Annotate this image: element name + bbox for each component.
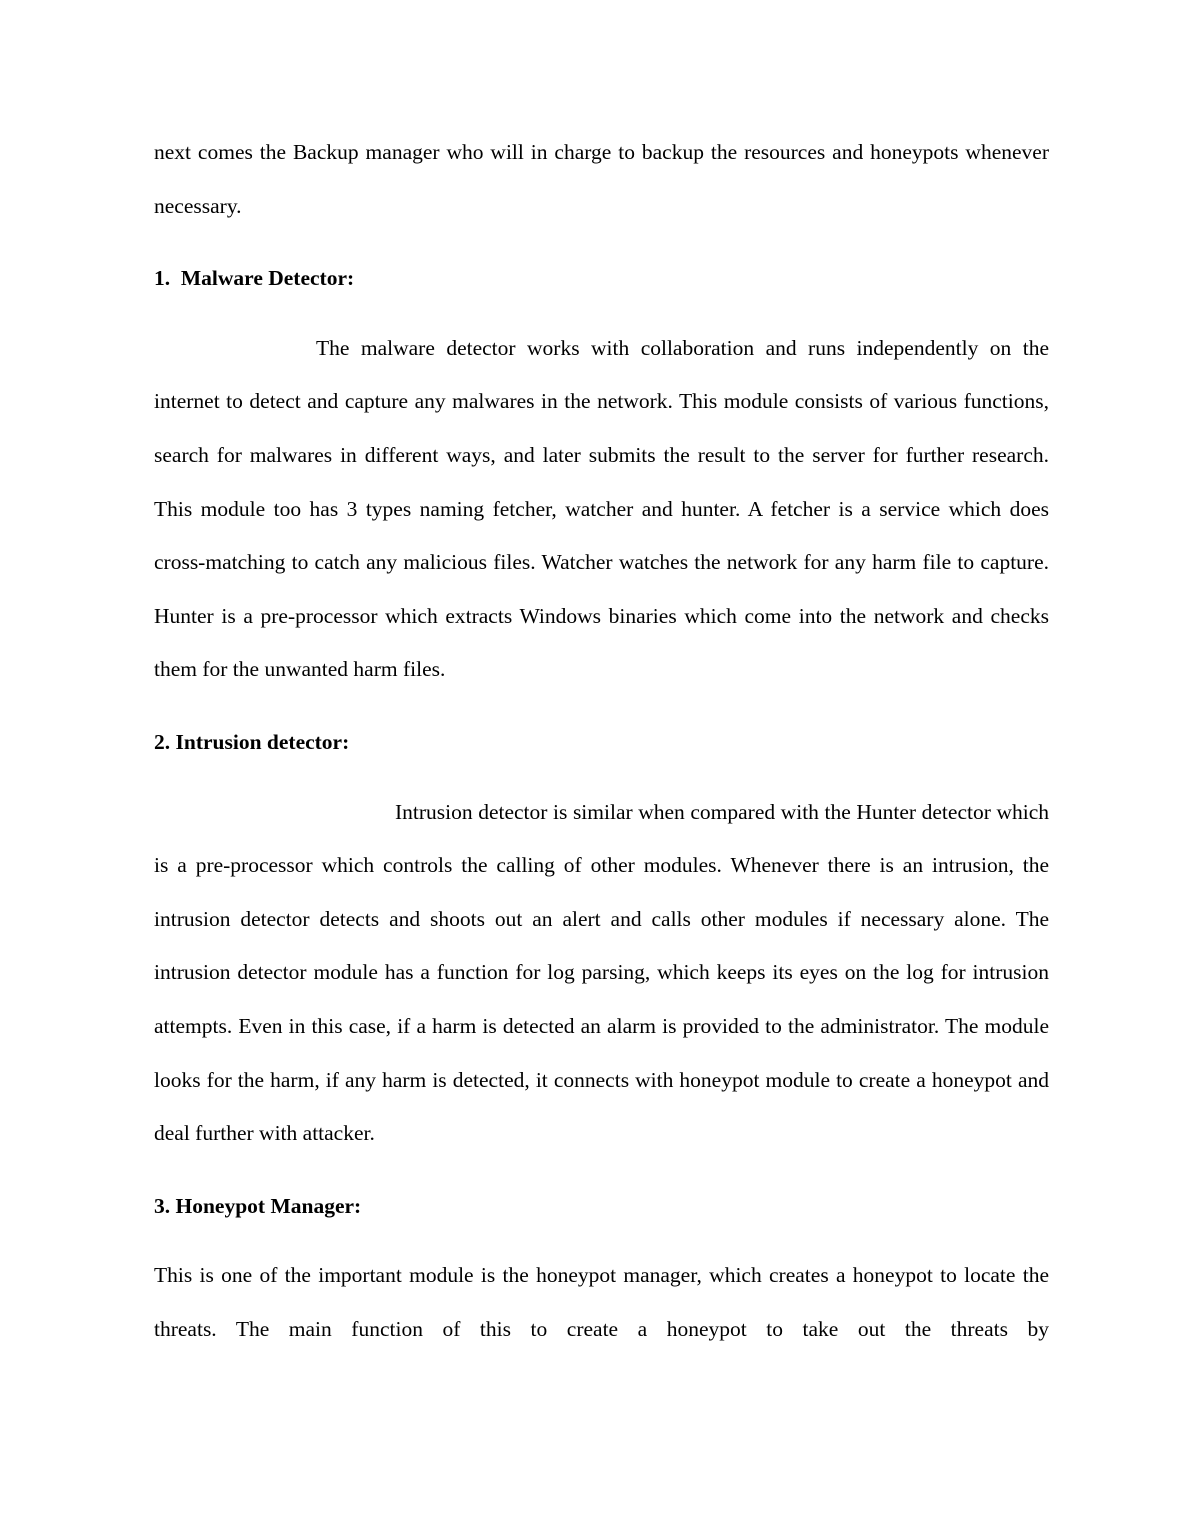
section-body-intrusion-detector: Intrusion detector is similar when compared with the Hunter detector which is a pre-processor which controls the calling of other modules. Whenever there is an intrusion, the intrusion detector detects and shoots out an alert and calls other modules if necessary alone. The intrusion detector module has a function for log parsing, which keeps its eyes on the log for intrusion attempts. Even in this case, if a harm is detected an alarm is provided to the administrator. The module looks for the harm, if any harm is detected, it connects with honeypot module to create a honeypot and deal further with attacker. (154, 799, 1049, 1146)
section-heading-honeypot-manager: 3. Honeypot Manager: (154, 1193, 362, 1218)
intro-paragraph: next comes the Backup manager who will in charge to backup the resources and honeypots whenever necessary. (154, 140, 1049, 218)
section-heading-malware-detector: 1. Malware Detector: (154, 266, 355, 291)
section-body-malware-detector: The malware detector works with collaboration and runs independently on the internet to detect and capture any malwares in the network. This module consists of various functions, search for malwares in different ways, and later submits the result to the server for further research. This module too has 3 types naming fetcher, watcher and hunter. A fetcher is a service which does cross-matching to catch any malicious files. Watcher watches the network for any harm file to capture. Hunter is a pre-processor which extracts Windows binaries which come into the network and checks them for the unwanted harm files. (154, 335, 1049, 682)
section-heading-intrusion-detector: 2. Intrusion detector: (154, 729, 350, 754)
document-body (154, 126, 1049, 1356)
section-body-honeypot-manager: This is one of the important module is the honeypot manager, which creates a honeypot to locate the threats. The main function of this to create a honeypot to take out the threats by (154, 1263, 1049, 1341)
